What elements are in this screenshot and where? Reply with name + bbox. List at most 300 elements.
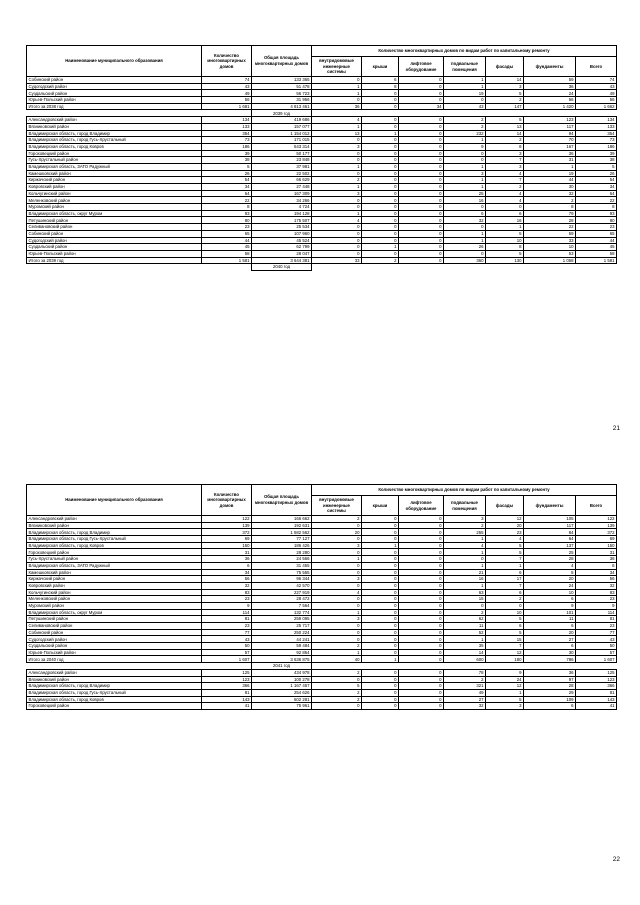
row-value: 10 [524, 589, 576, 596]
row-value: 543 314 [252, 143, 312, 150]
row-value: 2 [444, 609, 486, 616]
row-value: 130 [486, 257, 524, 264]
row-value: 0 [444, 602, 486, 609]
row-name: Владимирская область, округ Муром [27, 210, 202, 217]
row-value: 123 [202, 676, 252, 683]
row-value: 36 [202, 556, 252, 563]
row-value: 0 [486, 204, 524, 211]
row-value: 1 582 562 [252, 529, 312, 536]
row-value: 2 [362, 257, 399, 264]
row-value: 114 [202, 609, 252, 616]
row-value: 3 [312, 190, 362, 197]
row-value: 125 [576, 669, 617, 676]
row-value: 32 [444, 217, 486, 224]
row-value: 0 [444, 97, 486, 104]
row-value: 64 [524, 536, 576, 543]
row-value: 8 [362, 83, 399, 90]
row-value: 0 [362, 97, 399, 104]
row-value: 43 [576, 636, 617, 643]
table-row [27, 90, 617, 97]
row-value: 7 [486, 643, 524, 650]
row-name: Муромский район [27, 602, 202, 609]
row-value: 31 956 [252, 97, 312, 104]
table-row [27, 190, 617, 197]
row-value: 5 [486, 542, 524, 549]
row-value: 1 420 [524, 103, 576, 110]
row-value: 0 [362, 602, 399, 609]
row-value: 0 [312, 230, 362, 237]
row-value: 232 [444, 130, 486, 137]
row-value: 321 [444, 683, 486, 690]
row-value: 32 [524, 190, 576, 197]
row-value: 1 [444, 137, 486, 144]
row-value: 74 [202, 77, 252, 84]
row-value: 3 [486, 163, 524, 170]
row-value: 227 919 [252, 589, 312, 596]
row-value: 194 128 [252, 210, 312, 217]
row-value: 1 [312, 210, 362, 217]
row-value: 133 [576, 123, 617, 130]
header-sub: фундаменты [524, 496, 576, 516]
row-value: 11 [444, 623, 486, 630]
row-value: 0 [486, 602, 524, 609]
row-value: 0 [312, 596, 362, 603]
row-value: 0 [312, 522, 362, 529]
row-value: 0 [362, 224, 399, 231]
row-value: 134 [202, 117, 252, 124]
row-value: 5 [524, 569, 576, 576]
row-value: 2 [524, 197, 576, 204]
row-value: 54 [576, 177, 617, 184]
row-value: 4 [312, 589, 362, 596]
row-name: Суздальский район [27, 643, 202, 650]
row-value: 4 813 461 [252, 103, 312, 110]
row-value: 12 [486, 683, 524, 690]
table-row [27, 542, 617, 549]
row-value: 62 [444, 616, 486, 623]
row-value: 0 [399, 77, 444, 84]
row-value: 0 [312, 549, 362, 556]
row-value: 19 [444, 90, 486, 97]
row-value: 36 [524, 150, 576, 157]
row-name: Владимирская область, город Гусь-Хрустальный [27, 689, 202, 696]
table-row [27, 516, 617, 523]
row-name: Селивановский район [27, 623, 202, 630]
row-value: 7 [486, 582, 524, 589]
table-row [27, 649, 617, 656]
row-value: 2 [312, 669, 362, 676]
row-value: 250 224 [252, 629, 312, 636]
row-value: 1 [312, 83, 362, 90]
row-value: 1 [312, 649, 362, 656]
row-value: 40 [312, 656, 362, 663]
row-value: 28 [524, 556, 576, 563]
row-name: Владимирская область, ЗАТО Радужный [27, 163, 202, 170]
row-value: 1 [312, 123, 362, 130]
row-value: 8 [486, 244, 524, 251]
row-value: 36 [312, 103, 362, 110]
row-value: 45 [576, 244, 617, 251]
row-value: 43 [202, 83, 252, 90]
row-value: 0 [399, 529, 444, 536]
table-row [27, 562, 617, 569]
row-value: 0 [399, 696, 444, 703]
row-value: 6 [576, 562, 617, 569]
row-value: 59 [524, 77, 576, 84]
header-sub: лифтовое оборудование [399, 57, 444, 77]
row-value: 27 [524, 636, 576, 643]
table-row [27, 549, 617, 556]
row-value: 0 [399, 656, 444, 663]
row-value: 600 [444, 656, 486, 663]
row-value: 96 344 [252, 576, 312, 583]
row-value: 34 [202, 569, 252, 576]
row-name: Итого за 2039 год [27, 257, 202, 264]
table-row [27, 83, 617, 90]
row-value: 9 [202, 602, 252, 609]
row-value: 5 [486, 549, 524, 556]
row-value: 0 [362, 516, 399, 523]
row-value: 0 [312, 569, 362, 576]
row-value: 3 [444, 170, 486, 177]
row-value: 69 [576, 536, 617, 543]
row-value: 81 [202, 689, 252, 696]
row-value: 114 [576, 609, 617, 616]
row-value: 0 [399, 210, 444, 217]
row-value: 1 [486, 224, 524, 231]
row-value: 49 [202, 90, 252, 97]
row-value: 0 [362, 529, 399, 536]
row-value: 0 [312, 703, 362, 710]
row-value: 0 [399, 157, 444, 164]
row-value: 137 [524, 542, 576, 549]
row-value: 2 [312, 689, 362, 696]
row-value: 354 [576, 130, 617, 137]
table-row [27, 77, 617, 84]
row-value: 7 564 [252, 602, 312, 609]
row-value: 6 [486, 589, 524, 596]
row-value: 0 [399, 177, 444, 184]
row-value: 23 [202, 623, 252, 630]
row-value: 3 [312, 143, 362, 150]
row-name: Меленковский район [27, 197, 202, 204]
row-value: 1 607 [576, 656, 617, 663]
row-value: 0 [399, 602, 444, 609]
row-value: 0 [362, 609, 399, 616]
row-value: 1 [444, 562, 486, 569]
row-value: 32 [444, 703, 486, 710]
row-value: 25 [524, 549, 576, 556]
row-value: 1 058 [524, 257, 576, 264]
row-value: 0 [362, 237, 399, 244]
header-sub: подвальные помещения [444, 496, 486, 516]
row-value: 75 961 [252, 703, 312, 710]
row-value: 70 [524, 137, 576, 144]
row-value: 0 [399, 676, 444, 683]
header-count: Количество многоквартирных домов [202, 485, 252, 516]
row-value: 0 [399, 683, 444, 690]
row-name: Владимирская область, город Гусь-Хрустальный [27, 137, 202, 144]
row-value: 41 [202, 703, 252, 710]
row-value: 80 [202, 217, 252, 224]
row-value: 33 [312, 257, 362, 264]
row-name: Кольчугинский район [27, 190, 202, 197]
table-row [27, 616, 617, 623]
table-row [27, 230, 617, 237]
row-value: 29 [524, 689, 576, 696]
row-value: 23 [576, 623, 617, 630]
row-value: 1 [444, 636, 486, 643]
row-name: Владимирская область, ЗАТО Радужный [27, 562, 202, 569]
row-value: 786 [524, 656, 576, 663]
table-row [27, 257, 617, 264]
row-value: 123 [524, 117, 576, 124]
header-sub: подвальные помещения [444, 57, 486, 77]
table-row [27, 143, 617, 150]
table-row [27, 623, 617, 630]
row-value: 3 [486, 703, 524, 710]
row-value: 44 [202, 237, 252, 244]
table-row [27, 676, 617, 683]
row-value: 36 [524, 83, 576, 90]
row-value: 0 [362, 689, 399, 696]
row-value: 0 [399, 703, 444, 710]
row-name: Владимирская область, город Ковров [27, 542, 202, 549]
table-row [27, 522, 617, 529]
row-value: 0 [399, 150, 444, 157]
row-value: 15 [486, 636, 524, 643]
row-value: 4 [486, 197, 524, 204]
row-value: 0 [362, 250, 399, 257]
row-value: 117 [524, 522, 576, 529]
header-sub: внутридомовые инженерные системы [312, 57, 362, 77]
row-value: 6 [524, 643, 576, 650]
row-value: 45 524 [252, 237, 312, 244]
table-row [27, 177, 617, 184]
table-row [27, 163, 617, 170]
row-value: 36 [524, 669, 576, 676]
table-row [27, 117, 617, 124]
header-name: Наименование муниципального образования [27, 485, 202, 516]
row-value: 81 [576, 689, 617, 696]
row-value: 0 [362, 230, 399, 237]
row-value: 16 [486, 217, 524, 224]
row-name: Петушинский район [27, 217, 202, 224]
row-value: 65 [202, 230, 252, 237]
row-value: 37 981 [252, 163, 312, 170]
row-value: 58 [202, 250, 252, 257]
row-name: Суздальский район [27, 244, 202, 251]
row-name: Вязниковский район [27, 676, 202, 683]
row-name: Камешковский район [27, 569, 202, 576]
row-value: 0 [399, 217, 444, 224]
row-value: 44 [576, 237, 617, 244]
row-value: 49 [576, 90, 617, 97]
row-value: 64 [202, 190, 252, 197]
row-value: 43 [444, 103, 486, 110]
row-value: 51 478 [252, 83, 312, 90]
table-row [27, 184, 617, 191]
row-value: 0 [362, 562, 399, 569]
row-value: 1 [362, 656, 399, 663]
row-value: 0 [362, 137, 399, 144]
row-value: 45 [202, 244, 252, 251]
table-row [27, 703, 617, 710]
row-value: 1 681 [202, 103, 252, 110]
row-value: 167 309 [252, 190, 312, 197]
row-value: 0 [399, 596, 444, 603]
row-value: 0 [444, 224, 486, 231]
row-value: 23 [576, 596, 617, 603]
row-value: 41 [576, 703, 617, 710]
table-row [27, 629, 617, 636]
row-value: 2 [486, 184, 524, 191]
row-value: 0 [399, 556, 444, 563]
row-value: 0 [362, 649, 399, 656]
row-value: 0 [399, 83, 444, 90]
row-value: 6 [486, 569, 524, 576]
row-name: Гороховецкий район [27, 150, 202, 157]
row-value: 0 [399, 244, 444, 251]
row-value: 73 [202, 137, 252, 144]
row-value: 4 [486, 536, 524, 543]
row-value: 28 [524, 683, 576, 690]
row-value: 1 [444, 230, 486, 237]
row-value: 1 662 [576, 103, 617, 110]
row-value: 83 [576, 589, 617, 596]
row-value: 24 [524, 90, 576, 97]
row-value: 2 [444, 117, 486, 124]
row-value: 25 534 [252, 224, 312, 231]
row-value: 0 [399, 636, 444, 643]
row-value: 0 [399, 562, 444, 569]
row-value: 0 [362, 576, 399, 583]
row-value: 12 [486, 516, 524, 523]
row-value: 77 [202, 629, 252, 636]
row-value: 0 [312, 602, 362, 609]
row-value: 125 [202, 669, 252, 676]
row-value: 366 [202, 683, 252, 690]
row-value: 50 177 [252, 150, 312, 157]
row-name: Петушинский район [27, 616, 202, 623]
row-value: 69 [202, 536, 252, 543]
row-value: 0 [399, 230, 444, 237]
row-value: 0 [362, 636, 399, 643]
row-value: 5 [486, 616, 524, 623]
row-value: 1 [444, 77, 486, 84]
row-value: 3 644 381 [252, 257, 312, 264]
row-value: 0 [399, 224, 444, 231]
row-value: 0 [312, 237, 362, 244]
table-row [27, 204, 617, 211]
row-name: Ковровский район [27, 184, 202, 191]
row-value: 0 [362, 217, 399, 224]
row-value: 0 [399, 197, 444, 204]
row-value: 0 [312, 170, 362, 177]
row-value: 24 [486, 676, 524, 683]
row-value: 5 [202, 163, 252, 170]
row-value: 0 [362, 596, 399, 603]
row-value: 23 [202, 224, 252, 231]
row-name: Собинский район [27, 230, 202, 237]
row-value: 1 [362, 130, 399, 137]
row-value: 134 [576, 117, 617, 124]
row-value: 192 631 [252, 522, 312, 529]
row-value: 5 [486, 230, 524, 237]
table-row [27, 536, 617, 543]
row-value: 1 [444, 549, 486, 556]
row-value: 1 [444, 163, 486, 170]
row-name: Собинский район [27, 77, 202, 84]
header-count: Количество многоквартирных домов [202, 46, 252, 77]
row-value: 80 [576, 217, 617, 224]
row-value: 0 [362, 589, 399, 596]
row-name: Собинский район [27, 629, 202, 636]
header-sub: фасады [486, 57, 524, 77]
row-value: 1 [312, 90, 362, 97]
row-value: 35 [444, 643, 486, 650]
row-value: 10 [486, 609, 524, 616]
row-value: 24 [524, 582, 576, 589]
table-row [27, 103, 617, 110]
row-value: 5 [486, 696, 524, 703]
table-row [27, 224, 617, 231]
row-value: 0 [312, 197, 362, 204]
row-value: 30 [524, 184, 576, 191]
row-value: 43 [202, 636, 252, 643]
row-value: 14 [486, 130, 524, 137]
row-value: 53 [524, 250, 576, 257]
row-value: 38 [576, 157, 617, 164]
row-value: 7 [486, 177, 524, 184]
table-row [27, 683, 617, 690]
page-number-22: 22 [612, 856, 620, 863]
row-value: 31 [202, 549, 252, 556]
row-value: 43 [576, 83, 617, 90]
header-work-group: Количество многоквартирных домов по видам работ по капитальному ремонту [312, 485, 617, 496]
table-row [27, 197, 617, 204]
row-value: 74 [576, 77, 617, 84]
row-value: 0 [399, 623, 444, 630]
table-row [27, 669, 617, 676]
table-row [27, 569, 617, 576]
row-value: 4 [486, 190, 524, 197]
table-row [27, 576, 617, 583]
row-value: 109 [524, 696, 576, 703]
row-value: 0 [362, 190, 399, 197]
row-name: Юрьев-Польский район [27, 250, 202, 257]
row-value: 122 [202, 516, 252, 523]
row-name: Владимирская область, город Ковров [27, 696, 202, 703]
row-name: Селивановский район [27, 224, 202, 231]
row-value: 0 [312, 562, 362, 569]
row-value: 4 [312, 217, 362, 224]
row-value: 133 365 [252, 77, 312, 84]
row-value: 171 015 [252, 137, 312, 144]
header-sub: Всего [576, 496, 617, 516]
row-value: 50 [202, 643, 252, 650]
row-value: 81 [576, 616, 617, 623]
table-row [27, 529, 617, 536]
table-row [27, 210, 617, 217]
header-sub: фасады [486, 496, 524, 516]
row-name: Гусь-Хрустальный район [27, 556, 202, 563]
row-value: 34 [576, 184, 617, 191]
row-value: 0 [362, 197, 399, 204]
row-value: 107 960 [252, 230, 312, 237]
row-value: 0 [399, 549, 444, 556]
row-value: 26 [444, 244, 486, 251]
